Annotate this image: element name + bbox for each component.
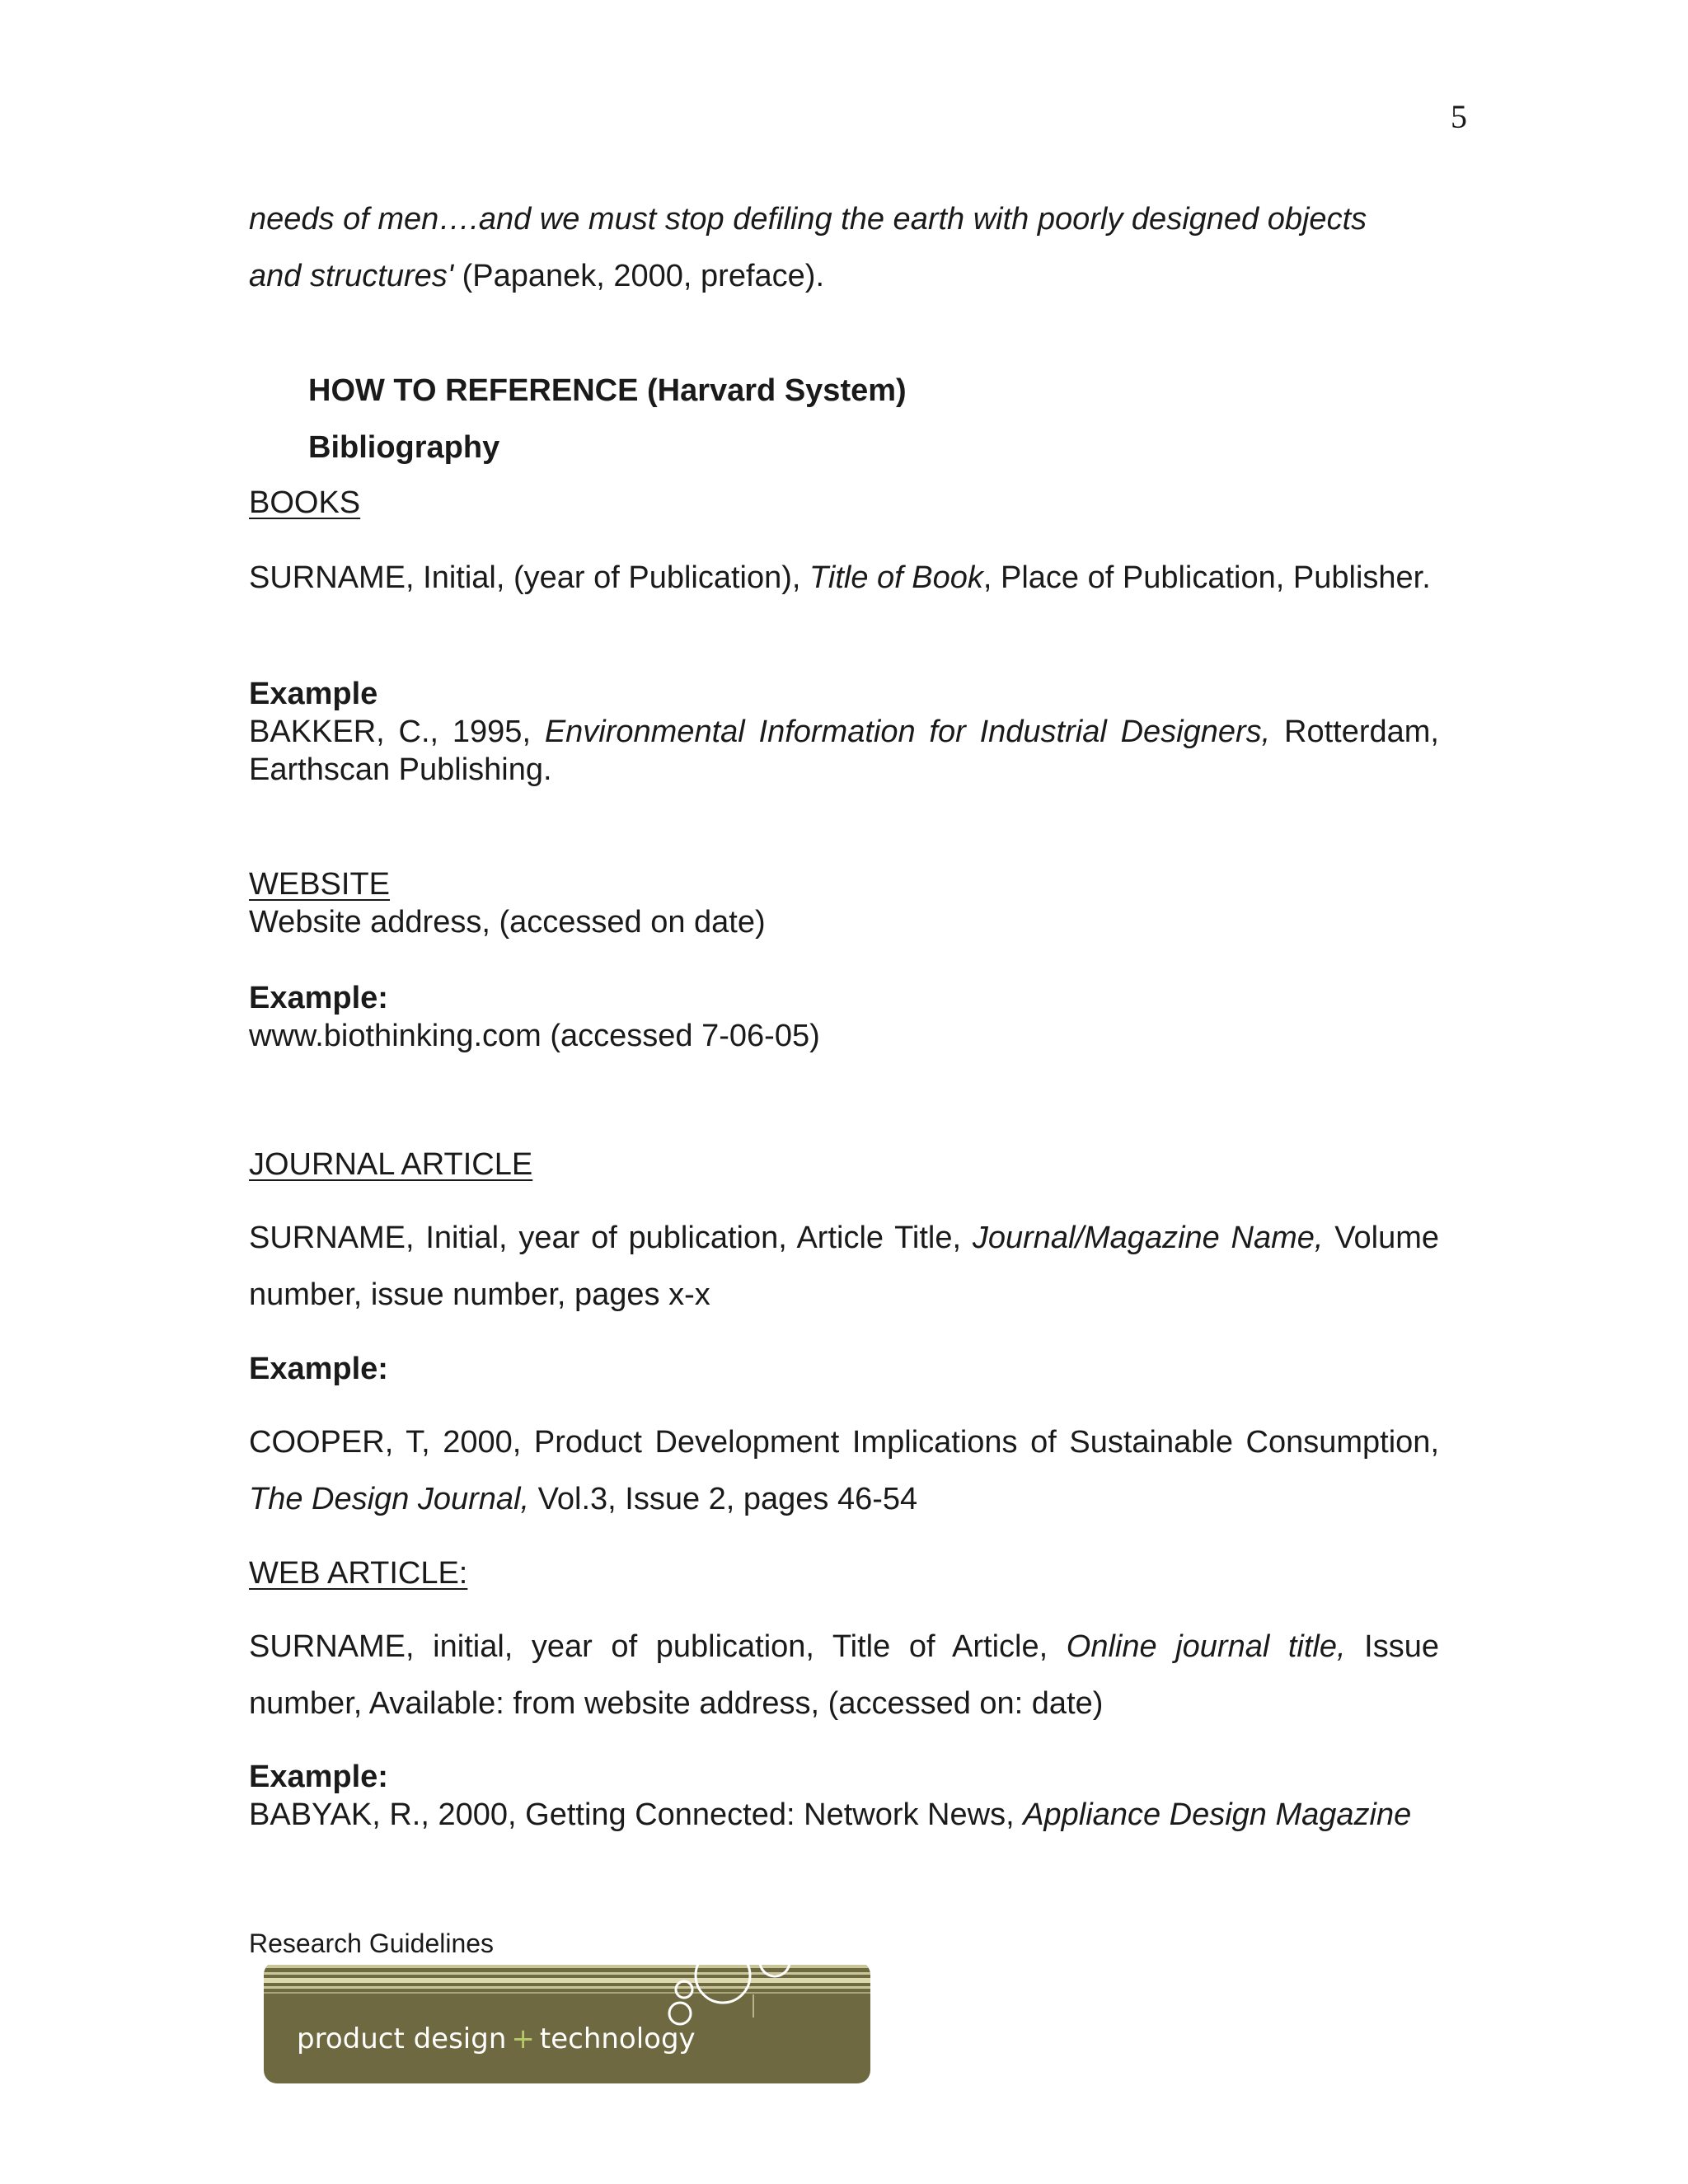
web-article-format-text: SURNAME, initial, year of publication, Title of Article, (249, 1629, 1067, 1664)
reference-heading (308, 363, 1498, 476)
journal-format-text-end: Volume number, issue number, pages x-x (249, 1221, 1440, 1312)
quote-paragraph (249, 191, 1439, 305)
books-format (249, 559, 1439, 597)
web-article-format (249, 1619, 1439, 1732)
footer-label: Research Guidelines (249, 1929, 495, 1958)
books-example-title: Environmental Information for Industrial Designers, (544, 715, 1271, 749)
books-example-author: BAKKER, C., 1995, (249, 715, 545, 749)
banner-text (297, 2022, 696, 2055)
quote-italic: and structures' (249, 259, 454, 293)
banner-text-technology: technology (539, 2022, 696, 2055)
journal-label: JOURNAL ARTICLE (249, 1147, 533, 1182)
quote-citation: (Papanek, 2000, preface). (453, 259, 824, 293)
bibliography-subtitle: Bibliography (308, 430, 500, 465)
website-example-label: Example: (249, 981, 388, 1015)
quote-line-1: needs of men….and we must stop defiling the earth with poorly designed objects (249, 202, 1367, 237)
journal-format-title: Journal/Magazine Name, (972, 1221, 1324, 1255)
banner-plus: + (511, 2022, 535, 2055)
journal-example-title: The Design Journal, (249, 1482, 530, 1516)
web-article-example (249, 1796, 1439, 1834)
quote-line-2 (249, 248, 1439, 305)
page-number: 5 (1451, 98, 1467, 135)
books-label: BOOKS (249, 485, 361, 520)
journal-example (249, 1414, 1439, 1528)
website-label: WEBSITE (249, 867, 391, 902)
website-format: Website address, (accessed on date) (249, 905, 766, 940)
web-article-example-label: Example: (249, 1760, 388, 1794)
reference-title: HOW TO REFERENCE (Harvard System) (308, 373, 907, 408)
website-example: www.biothinking.com (accessed 7-06-05) (249, 1019, 820, 1053)
web-article-example-title: Appliance Design Magazine (1023, 1797, 1412, 1832)
web-article-label: WEB ARTICLE: (249, 1556, 468, 1591)
books-example-publisher: Rotterdam, Earthscan Publishing. (249, 715, 1439, 787)
journal-example-details: Vol.3, Issue 2, pages 46-54 (529, 1482, 918, 1516)
journal-format-text: SURNAME, Initial, year of publication, Article Title, (249, 1221, 973, 1255)
journal-format (249, 1210, 1439, 1324)
books-example-label: Example (249, 677, 378, 711)
books-format-title: Title of Book (809, 560, 983, 595)
banner-text-product-design: product design (297, 2022, 507, 2055)
web-article-format-title: Online journal title, (1066, 1629, 1346, 1664)
product-design-technology-banner (264, 1961, 870, 2083)
web-article-example-author: BABYAK, R., 2000, Getting Connected: Network News, (249, 1797, 1024, 1832)
books-example (249, 713, 1439, 789)
books-format-text: SURNAME, Initial, (year of Publication), (249, 560, 810, 595)
books-format-text-end: , Place of Publication, Publisher. (982, 560, 1431, 595)
journal-example-label: Example: (249, 1352, 388, 1386)
web-article-format-text-end: Issue number, Available: from website address, (accessed on: date) (249, 1629, 1439, 1721)
journal-example-author: COOPER, T, 2000, Product Development Implications of Sustainable Consumption, (249, 1425, 1439, 1460)
